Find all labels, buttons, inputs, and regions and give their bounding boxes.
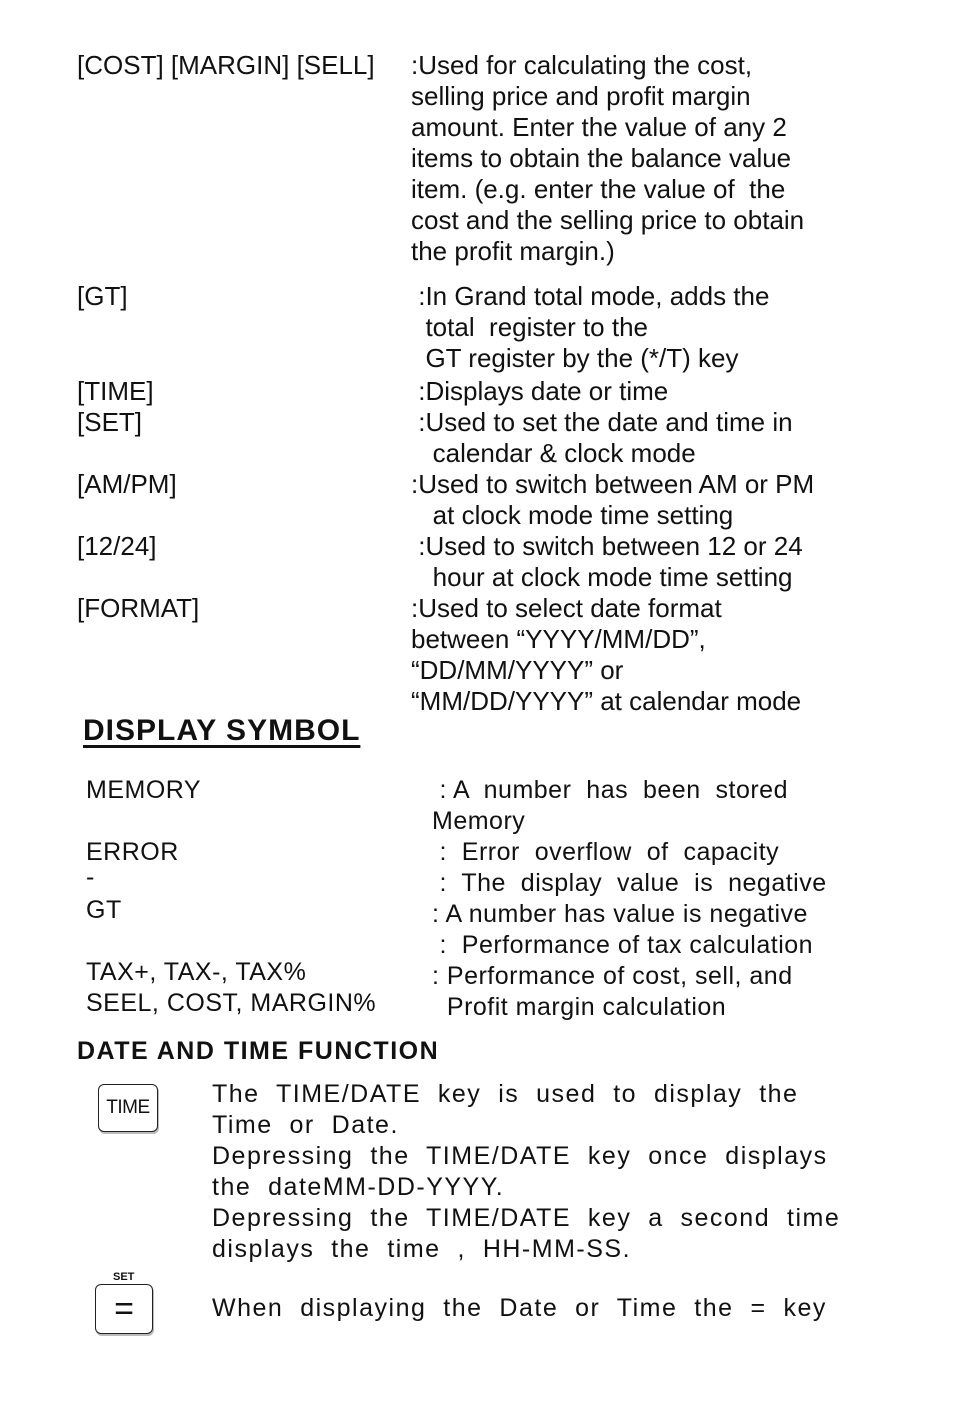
- key-name: [SET]: [77, 407, 143, 437]
- key-description: :Used to set the date and time in calendar & clock mode: [418, 407, 793, 468]
- key-description: :Used to switch between 12 or 24 hour at clock mode time setting: [418, 531, 803, 592]
- key-row-gt: [77, 281, 897, 376]
- key-row-time: [77, 376, 897, 407]
- date-time-heading: DATE AND TIME FUNCTION: [77, 1037, 440, 1065]
- symbol-name: MEMORY: [86, 776, 202, 804]
- key-name: [12/24]: [77, 531, 157, 561]
- symbol-description: : A number has value is negative: [432, 900, 808, 928]
- equals-key-description: When displaying the Date or Time the = key: [212, 1294, 827, 1322]
- time-key-label: TIME: [106, 1097, 150, 1118]
- time-key-icon: [98, 1084, 158, 1132]
- symbol-row-error: [86, 837, 886, 868]
- symbol-row-minus: [86, 863, 886, 899]
- key-description: :Used to select date format between “YYYY/MM/DD”, “DD/MM/YYYY” or “MM/DD/YYYY” at calendar mode: [411, 593, 802, 716]
- key-row-12-24: [77, 531, 897, 593]
- key-name: [TIME]: [77, 376, 154, 406]
- key-name: [GT]: [77, 281, 128, 311]
- symbol-description: : The display value is negative: [432, 869, 827, 897]
- symbol-description: : A number has been stored Memory: [432, 776, 788, 835]
- key-description: :In Grand total mode, adds the total register to the GT register by the (*/T) key: [418, 281, 770, 373]
- key-description: :Used for calculating the cost, selling price and profit margin amount. Enter the value of any 2 items to obtain the balance value item. (e.g. enter the value of the cost and the selling price to obtain the profit margin.): [411, 50, 805, 266]
- set-label: SET: [113, 1271, 135, 1283]
- key-description: :Displays date or time: [411, 376, 669, 406]
- symbol-name: ERROR: [86, 838, 179, 866]
- key-function-list: [77, 50, 897, 717]
- key-description: :Used to switch between AM or PM at clock mode time setting: [411, 469, 815, 530]
- time-date-description: The TIME/DATE key is used to display the Time or Date. Depressing the TIME/DATE key once displays the dateMM-DD-YYYY. Depressing the TIME/DATE key a second time displays the time , HH-MM-SS.: [212, 1080, 841, 1263]
- symbol-description: : Performance of cost, sell, and Profit margin calculation: [432, 962, 793, 1021]
- key-row-cost-margin-sell: [77, 50, 897, 281]
- key-row-am-pm: [77, 469, 897, 531]
- key-name: [AM/PM]: [77, 469, 177, 499]
- symbol-row-memory: [86, 775, 886, 837]
- key-row-set: [77, 407, 897, 469]
- symbol-description: : Error overflow of capacity: [432, 838, 780, 866]
- display-symbol-heading: DISPLAY SYMBOL: [83, 714, 361, 747]
- symbol-name: GT: [86, 896, 122, 924]
- symbol-row-gt: [86, 896, 886, 930]
- key-name: [FORMAT]: [77, 593, 200, 623]
- symbol-name: TAX+, TAX-, TAX% SEEL, COST, MARGIN%: [86, 958, 377, 1017]
- equals-key-label: =: [114, 1289, 134, 1328]
- symbol-description: : Performance of tax calculation: [432, 931, 814, 959]
- symbol-name: -: [86, 863, 95, 891]
- key-row-format: [77, 593, 897, 717]
- display-symbol-list: [86, 775, 886, 1023]
- key-name: [COST] [MARGIN] [SELL]: [77, 50, 375, 80]
- equals-key-icon: [95, 1284, 153, 1334]
- symbol-row-cost-sell-margin: [86, 958, 886, 1023]
